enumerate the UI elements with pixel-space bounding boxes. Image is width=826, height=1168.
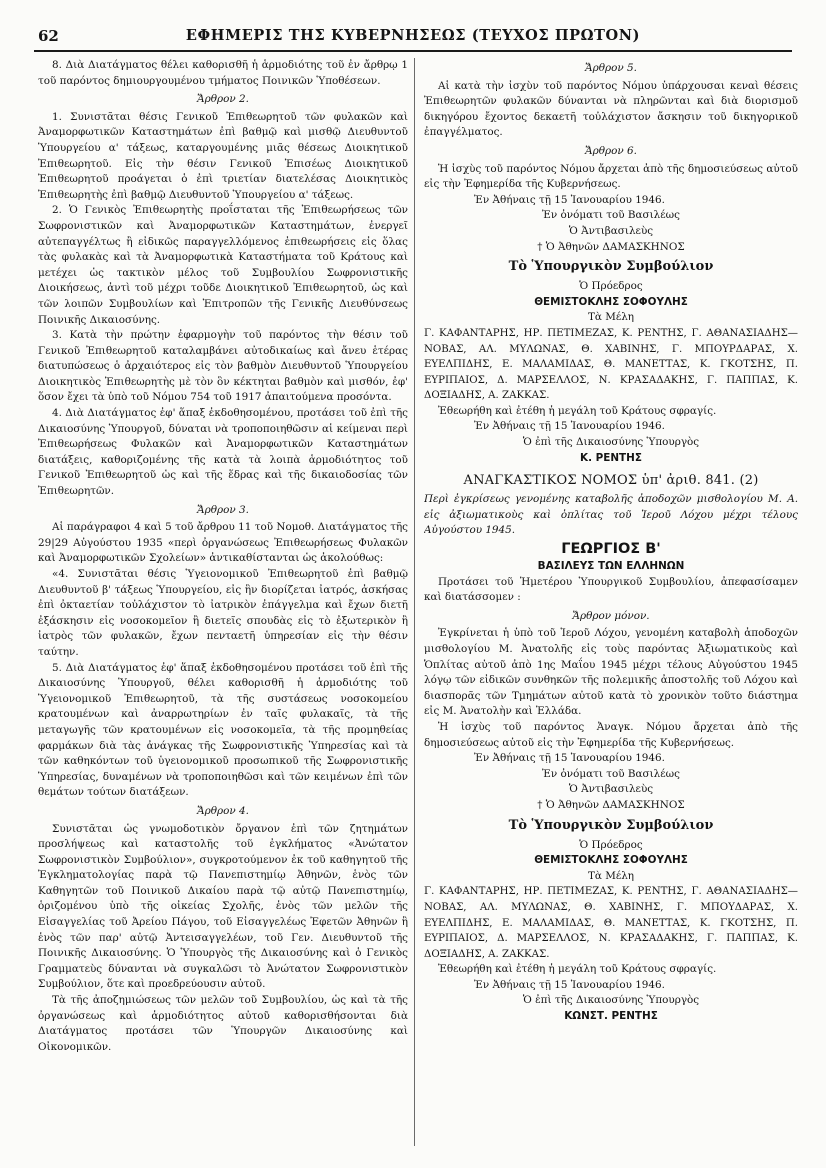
paragraph: Συνιστᾶται ὡς γνωμοδοτικὸν ὄργανον ἐπὶ τῶν ζητημάτων προσλήψεως καὶ καταστολῆς τοῦ ἐγκλήματος «Ἀνώτατον Σωφρονιστικὸν Συμβούλιον», συγκροτούμενον ἐκ τοῦ καθηγητοῦ τῆς Ἐγκληματολογίας παρὰ τῷ Πανεπιστημίῳ Ἀθηνῶν, ἑνὸς τῶν Καθηγητῶν τοῦ Ποινικοῦ Δικαίου παρὰ τῷ αὐτῷ Πανεπιστημίῳ, ὁριζομένου ὑπὸ τῆς οἰκείας Σχολῆς, ἑνὸς τῶν μελῶν τῆς Εἰσαγγελίας τοῦ Ἀρείου Πάγου, τοῦ Εἰσαγγελέως Ἐφετῶν Ἀθηνῶν ἢ ἑνὸς τῶν παρ' αὐτῷ Ἀντεισαγγελέων, τοῦ Γεν. Διευθυντοῦ τῆς Ποινικῆς Δικαιοσύνης. Ὁ Ὑπουργὸς τῆς Δικαιοσύνης καὶ ὁ Γενικὸς Γραμματεὺς δύνανται νὰ συγκαλῶσι τὸ Ἀνώτατον Σωφρονιστικὸν Συμβούλιον, ὅτε καὶ προεδρεύουσιν αὐτοῦ. — [38, 822, 408, 991]
paragraph: Αἱ παράγραφοι 4 καὶ 5 τοῦ ἄρθρου 11 τοῦ Νομοθ. Διατάγματος τῆς 29|29 Αὐγούστου 1935 «περὶ ὀργανώσεως Ἐπιθεωρήσεως Φυλακῶν καὶ Ἀναμορφωτικῶν Σχολείων» ἀντικαθίστανται ὡς ἀκολούθως: — [38, 521, 408, 565]
date-line: Ἐν Ἀθήναις τῇ 15 Ἰανουαρίου 1946. — [474, 978, 665, 991]
paragraph: 1. Συνιστᾶται θέσις Γενικοῦ Ἐπιθεωρητοῦ τῶν φυλακῶν καὶ Ἀναμορφωτικῶν Καταστημάτων ἐπὶ βαθμῷ καὶ μισθῷ Διευθυντοῦ Ὑπουργείου α' τάξεως, καταργουμένης μιᾶς θέσεως Διοικητικοῦ Ἐπιθεωρητοῦ. Εἰς τὴν θέσιν Γενικοῦ Ἐπισέως Διοικητικοῦ Ἐπιθεωρητοῦ προάγεται ὁ ἐπὶ τριετίαν διατελέσας Διοικητικὸς Ἐπιθεωρητὴς ἐπὶ βαθμῷ Διευθυντοῦ Ὑπουργείου α' τάξεως. — [38, 110, 408, 201]
regent-title: Ὁ Ἀντιβασιλεὺς — [568, 224, 654, 237]
royal-formula: Ἐν ὀνόματι τοῦ Βασιλέως — [542, 767, 680, 780]
law-title: ΑΝΑΓΚΑΣΤΙΚΟΣ ΝΟΜΟΣ ὑπ' ἀριθ. 841. — [463, 473, 736, 489]
paragraph: Τὰ τῆς ἀποζημιώσεως τῶν μελῶν τοῦ Συμβουλίου, ὡς καὶ τὰ τῆς ὀργανώσεως καὶ ἁρμοδιότητος αὐτοῦ καθορισθήσονται διὰ Διατάγματος προτάσει τῶν Ὑπουργῶν Δικαιοσύνης καὶ Οἰκονομικῶν. — [38, 994, 408, 1053]
seal-line: Ἐθεωρήθη καὶ ἐτέθη ἡ μεγάλη τοῦ Κράτους σφραγίς. — [438, 963, 717, 976]
minister-title: Ὁ ἐπὶ τῆς Δικαιοσύνης Ὑπουργὸς — [522, 994, 700, 1007]
members-heading: Τὰ Μέλη — [587, 311, 635, 324]
header-rule — [34, 50, 792, 52]
paragraph: Ἐγκρίνεται ἡ ὑπὸ τοῦ Ἱεροῦ Λόχου, γενομένη καταβολὴ ἀποδοχῶν μισθολογίου Μ. Ἀνατολῆς εἰς τοὺς παρόντας Ἀξιωματικοὺς καὶ Ὁπλίτας αὐτοῦ ἀπὸ 1ης Μαΐου 1945 μέχρι τέλους Αὐγούστου 1945 λόγῳ τῶν εἰδικῶν συνθηκῶν τῆς πολεμικῆς ἀποστολῆς τοῦ Λόχου καὶ διασπορᾶς τῶν Τμημάτων αὐτοῦ κατὰ τὸ χρονικὸν τοῦτο διάστημα εἰς Μ. Ἀνατολὴν καὶ Ἑλλάδα. — [424, 627, 798, 718]
president-name: ΘΕΜΙΣΤΟΚΛΗΣ ΣΟΦΟΥΛΗΣ — [534, 854, 688, 867]
king-title: ΒΑΣΙΛΕΥΣ ΤΩΝ ΕΛΛΗΝΩΝ — [537, 560, 685, 573]
president-title: Ὁ Πρόεδρος — [579, 838, 643, 851]
gazette-title: ΕΦΗΜΕΡΙΣ ΤΗΣ ΚΥΒΕΡΝΗΣΕΩΣ (ΤΕΥΧΟΣ ΠΡΩΤΟΝ) — [185, 27, 641, 44]
members-heading: Τὰ Μέλη — [587, 869, 635, 882]
left-column — [38, 58, 408, 1158]
article-heading: Ἄρθρον 4. — [197, 804, 249, 817]
minister-name: Κ. ΡΕΝΤΗΣ — [580, 451, 642, 464]
regent-title: Ὁ Ἀντιβασιλεὺς — [568, 783, 654, 796]
president-title: Ὁ Πρόεδρος — [579, 280, 643, 293]
law-heading — [424, 472, 798, 490]
paragraph: «4. Συνιστᾶται θέσις Ὑγειονομικοῦ Ἐπιθεωρητοῦ ἐπὶ βαθμῷ Διευθυντοῦ β' τάξεως Ὑπουργείου, εἰς ἣν διορίζεται ἰατρός, ἀσκήσας ἐπὶ ὀκταετίαν τοὐλάχιστον τὸ ἰατρικὸν ἐπάγγελμα καὶ ἔχων διετῆ ἐξάσκησιν εἰς νοσοκομεῖον ἢ διετεῖς σπουδὰς εἰς τὸ ἐξωτερικὸν ἢ ἰατρὸς τῶν φυλακῶν, ἔχων πενταετῆ ὑπηρεσίαν εἰς τὴν θέσιν ταύτην. — [38, 568, 408, 658]
regent-name: † Ὁ Ἀθηνῶν ΔΑΜΑΣΚΗΝΟΣ — [537, 240, 685, 253]
law-mark: (2) — [739, 473, 759, 489]
article-heading: Ἄρθρον 5. — [585, 62, 637, 74]
date-line: Ἐν Ἀθήναις τῇ 15 Ἰανουαρίου 1946. — [474, 420, 665, 433]
date-line: Ἐν Ἀθήναις τῇ 15 Ἰανουαρίου 1946. — [474, 193, 665, 206]
regent-name: † Ὁ Ἀθηνῶν ΔΑΜΑΣΚΗΝΟΣ — [537, 798, 685, 811]
members-list: Γ. ΚΑΦΑΝΤΑΡΗΣ, ΗΡ. ΠΕΤΙΜΕΖΑΣ, Κ. ΡΕΝΤΗΣ, Γ. ΑΘΑΝΑΣΙΑΔΗΣ—ΝΟΒΑΣ, ΑΛ. ΜΥΛΩΝΑΣ, Θ. ΧΑΒΙΝΗΣ, Γ. ΜΠΟΥΡΔΑΡΑΣ, Χ. ΕΥΕΛΠΙΔΗΣ, Ε. ΜΑΛΑΜΙΔΑΣ, Θ. ΜΑΝΕΤΤΑΣ, Κ. ΓΚΟΤΣΗΣ, Π. ΕΥΡΙΠΑΙΟΣ, Δ. ΜΑΡΣΕΛΛΟΣ, Ν. ΚΡΑΣΑΔΑΚΗΣ, Γ. ΠΑΠΠΑΣ, Κ. ΔΟΞΙΑΔΗΣ, Α. ΖΑΚΚΑΣ. — [424, 327, 798, 402]
page-number: 62 — [38, 27, 59, 45]
paragraph: 8. Διὰ Διατάγματος θέλει καθορισθῆ ἡ ἁρμοδιότης τοῦ ἐν ἄρθρῳ 1 τοῦ παρόντος δημιουργουμένου τμήματος Ποινικῶν Ὑποθέσεων. — [38, 59, 408, 87]
paragraph: Προτάσει τοῦ Ἡμετέρου Ὑπουργικοῦ Συμβουλίου, ἀπεφασίσαμεν καὶ διατάσσομεν : — [424, 575, 798, 604]
article-heading: Ἄρθρον 2. — [197, 93, 249, 106]
minister-title: Ὁ ἐπὶ τῆς Δικαιοσύνης Ὑπουργὸς — [522, 436, 700, 449]
paragraph: 3. Κατὰ τὴν πρώτην ἐφαρμογὴν τοῦ παρόντος τὴν θέσιν τοῦ Γενικοῦ Ἐπιθεωρητοῦ καταλαμβάνει αὐτοδικαίως καὶ ἄνευ ἑτέρας διατυπώσεως ὁ ἀρχαιότερος εἰς τὸν βαθμὸν Διευθυντοῦ Ὑπουργείου Διοικητικὸς Ἐπιθεωρητὴς μὲ τὸν ὃν κέκτηται βαθμὸν καὶ μισθόν, ἐφ' ὅσον ἔχει τὰ ὑπὸ τοῦ Νόμου 754 τοῦ 1917 ἀπαιτούμενα προσόντα. — [38, 329, 408, 404]
column-divider — [414, 58, 415, 1146]
paragraph: 4. Διὰ Διατάγματος ἐφ' ἅπαξ ἐκδοθησομένου, προτάσει τοῦ ἐπὶ τῆς Δικαιοσύνης Ὑπουργοῦ, δύναται νὰ τροποποιηθῶσιν αἱ κείμεναι περὶ Ἐπιθεωρήσεως Φυλακῶν καὶ Ἀναμορφωτικῶν Καταστημάτων διατάξεις, καθοριζομένης τῆς κατὰ τὰ λοιπὰ ἁρμοδιότητος τοῦ Γενικοῦ Ἐπιθεωρητοῦ ὡς καὶ τῆς ἕδρας καὶ τῆς δικαιοδοσίας τῶν Ἐπιθεωρητῶν. — [38, 407, 408, 498]
paragraph: Ἡ ἰσχὺς τοῦ παρόντος Νόμου ἄρχεται ἀπὸ τῆς δημοσιεύσεως αὐτοῦ εἰς τὴν Ἐφημερίδα τῆς Κυβερνήσεως. — [424, 162, 798, 191]
page-header — [34, 22, 792, 48]
article-heading: Ἄρθρον μόνον. — [572, 609, 650, 622]
law-subject: Περὶ ἐγκρίσεως γενομένης καταβολῆς ἀποδοχῶν μισθολογίου Μ. Α. εἰς ἀξιωματικοὺς καὶ ὁπλίτας τοῦ Ἱεροῦ Λόχου μέχρι τέλους Αὐγούστου 1945. — [424, 493, 798, 537]
royal-formula: Ἐν ὀνόματι τοῦ Βασιλέως — [542, 209, 680, 222]
date-line: Ἐν Ἀθήναις τῇ 15 Ἰανουαρίου 1946. — [474, 752, 665, 765]
cabinet-heading: Τὸ Ὑπουργικὸν Συμβούλιον — [508, 259, 714, 275]
president-name: ΘΕΜΙΣΤΟΚΛΗΣ ΣΟΦΟΥΛΗΣ — [534, 295, 688, 308]
article-heading: Ἄρθρον 6. — [585, 144, 637, 157]
paragraph: Ἡ ἰσχὺς τοῦ παρόντος Ἀναγκ. Νόμου ἄρχεται ἀπὸ τῆς δημοσιεύσεως αὐτοῦ εἰς τὴν Ἐφημερίδα τῆς Κυβερνήσεως. — [424, 720, 798, 749]
members-list: Γ. ΚΑΦΑΝΤΑΡΗΣ, ΗΡ. ΠΕΤΙΜΕΖΑΣ, Κ. ΡΕΝΤΗΣ, Γ. ΑΘΑΝΑΣΙΑΔΗΣ—ΝΟΒΑΣ, ΑΛ. ΜΥΛΩΝΑΣ, Θ. ΧΑΒΙΝΗΣ, Γ. ΜΠΟΥΔΑΡΑΣ, Χ. ΕΥΕΛΠΙΔΗΣ, Ε. ΜΑΛΑΜΙΔΑΣ, Θ. ΜΑΝΕΤΤΑΣ, Κ. ΓΚΟΤΣΗΣ, Π. ΕΥΡΙΠΑΙΟΣ, Δ. ΜΑΡΣΕΛΛΟΣ, Ν. ΚΡΑΣΑΔΑΚΗΣ, Γ. ΠΑΠΠΑΣ, Κ. ΔΟΞΙΑΔΗΣ, Α. ΖΑΚΚΑΣ. — [424, 886, 798, 960]
seal-line: Ἐθεωρήθη καὶ ἐτέθη ἡ μεγάλη τοῦ Κράτους σφραγίς. — [438, 404, 717, 417]
cabinet-heading: Τὸ Ὑπουργικὸν Συμβούλιον — [508, 817, 714, 833]
paragraph: Αἱ κατὰ τὴν ἰσχὺν τοῦ παρόντος Νόμου ὑπάρχουσαι κεναὶ θέσεις Ἐπιθεωρητῶν φυλακῶν δύνανται νὰ πληρῶνται καὶ διὰ διορισμοῦ δικηγόρου ἔχοντος δεκαετῆ τοὐλάχιστον ἄσκησιν τοῦ δικηγορικοῦ ἐπαγγέλματος. — [424, 79, 798, 139]
king-name: ΓΕΩΡΓΙΟΣ Β' — [561, 541, 661, 558]
paragraph: 2. Ὁ Γενικὸς Ἐπιθεωρητὴς προΐσταται τῆς Ἐπιθεωρήσεως τῶν Σωφρονιστικῶν καὶ Ἀναμορφωτικῶν Καταστημάτων, ἐνεργεῖ αὐτεπαγγέλτως ἢ εἰδικῶς παραγγελλόμενος ἐπιθεωρήσεις εἰς ὅλας τὰς φυλακὰς καὶ τὰ Ἀναμορφωτικὰ Καταστήματα τοῦ Κράτους καὶ μετέχει ὡς τακτικὸν μέλος τοῦ Συμβουλίου Σωφρονιστικῆς Διοικήσεως, ἀντὶ τοῦ μέχρι τοῦδε Διοικητικοῦ Ἐπιθεωρητοῦ, ὡς καὶ τῶν λοιπῶν Συμβουλίων καὶ Ἐπιτροπῶν τῆς Γενικῆς Διευθύνσεως Ποινικῆς Δικαιοσύνης. — [38, 204, 408, 326]
article-heading: Ἄρθρον 3. — [197, 503, 249, 516]
right-column — [424, 58, 798, 1158]
paragraph: 5. Διὰ Διατάγματος ἐφ' ἅπαξ ἐκδοθησομένου προτάσει τοῦ ἐπὶ τῆς Δικαιοσύνης Ὑπουργοῦ, θέλει καθορισθῆ ἡ ἁρμοδιότης τοῦ Ὑγειονομικοῦ Ἐπιθεωρητοῦ, τὰ τῆς συστάσεως νοσοκομείου κρατουμένων καὶ ἀναρρωτηρίων ἐν ταῖς φυλακαῖς, τὰ τῆς μεταγωγῆς τῶν κρατουμένων εἰς νοσοκομεῖα, τὰ τῆς προμηθείας φαρμάκων διὰ τὰς ἀνάγκας τῆς Σωφρονιστικῆς Ὑπηρεσίας καὶ τὰ τῶν καθηκόντων τοῦ ὑγειονομικοῦ προσωπικοῦ τῆς Σωφρονιστικῆς Ὑπηρεσίας, δυναμένων νὰ τροποποιηθῶσι καὶ τῶν κειμένων ἐπὶ τῶν θεμάτων τούτων διατάξεων. — [38, 661, 408, 799]
minister-name: ΚΩΝΣΤ. ΡΕΝΤΗΣ — [564, 1010, 658, 1023]
